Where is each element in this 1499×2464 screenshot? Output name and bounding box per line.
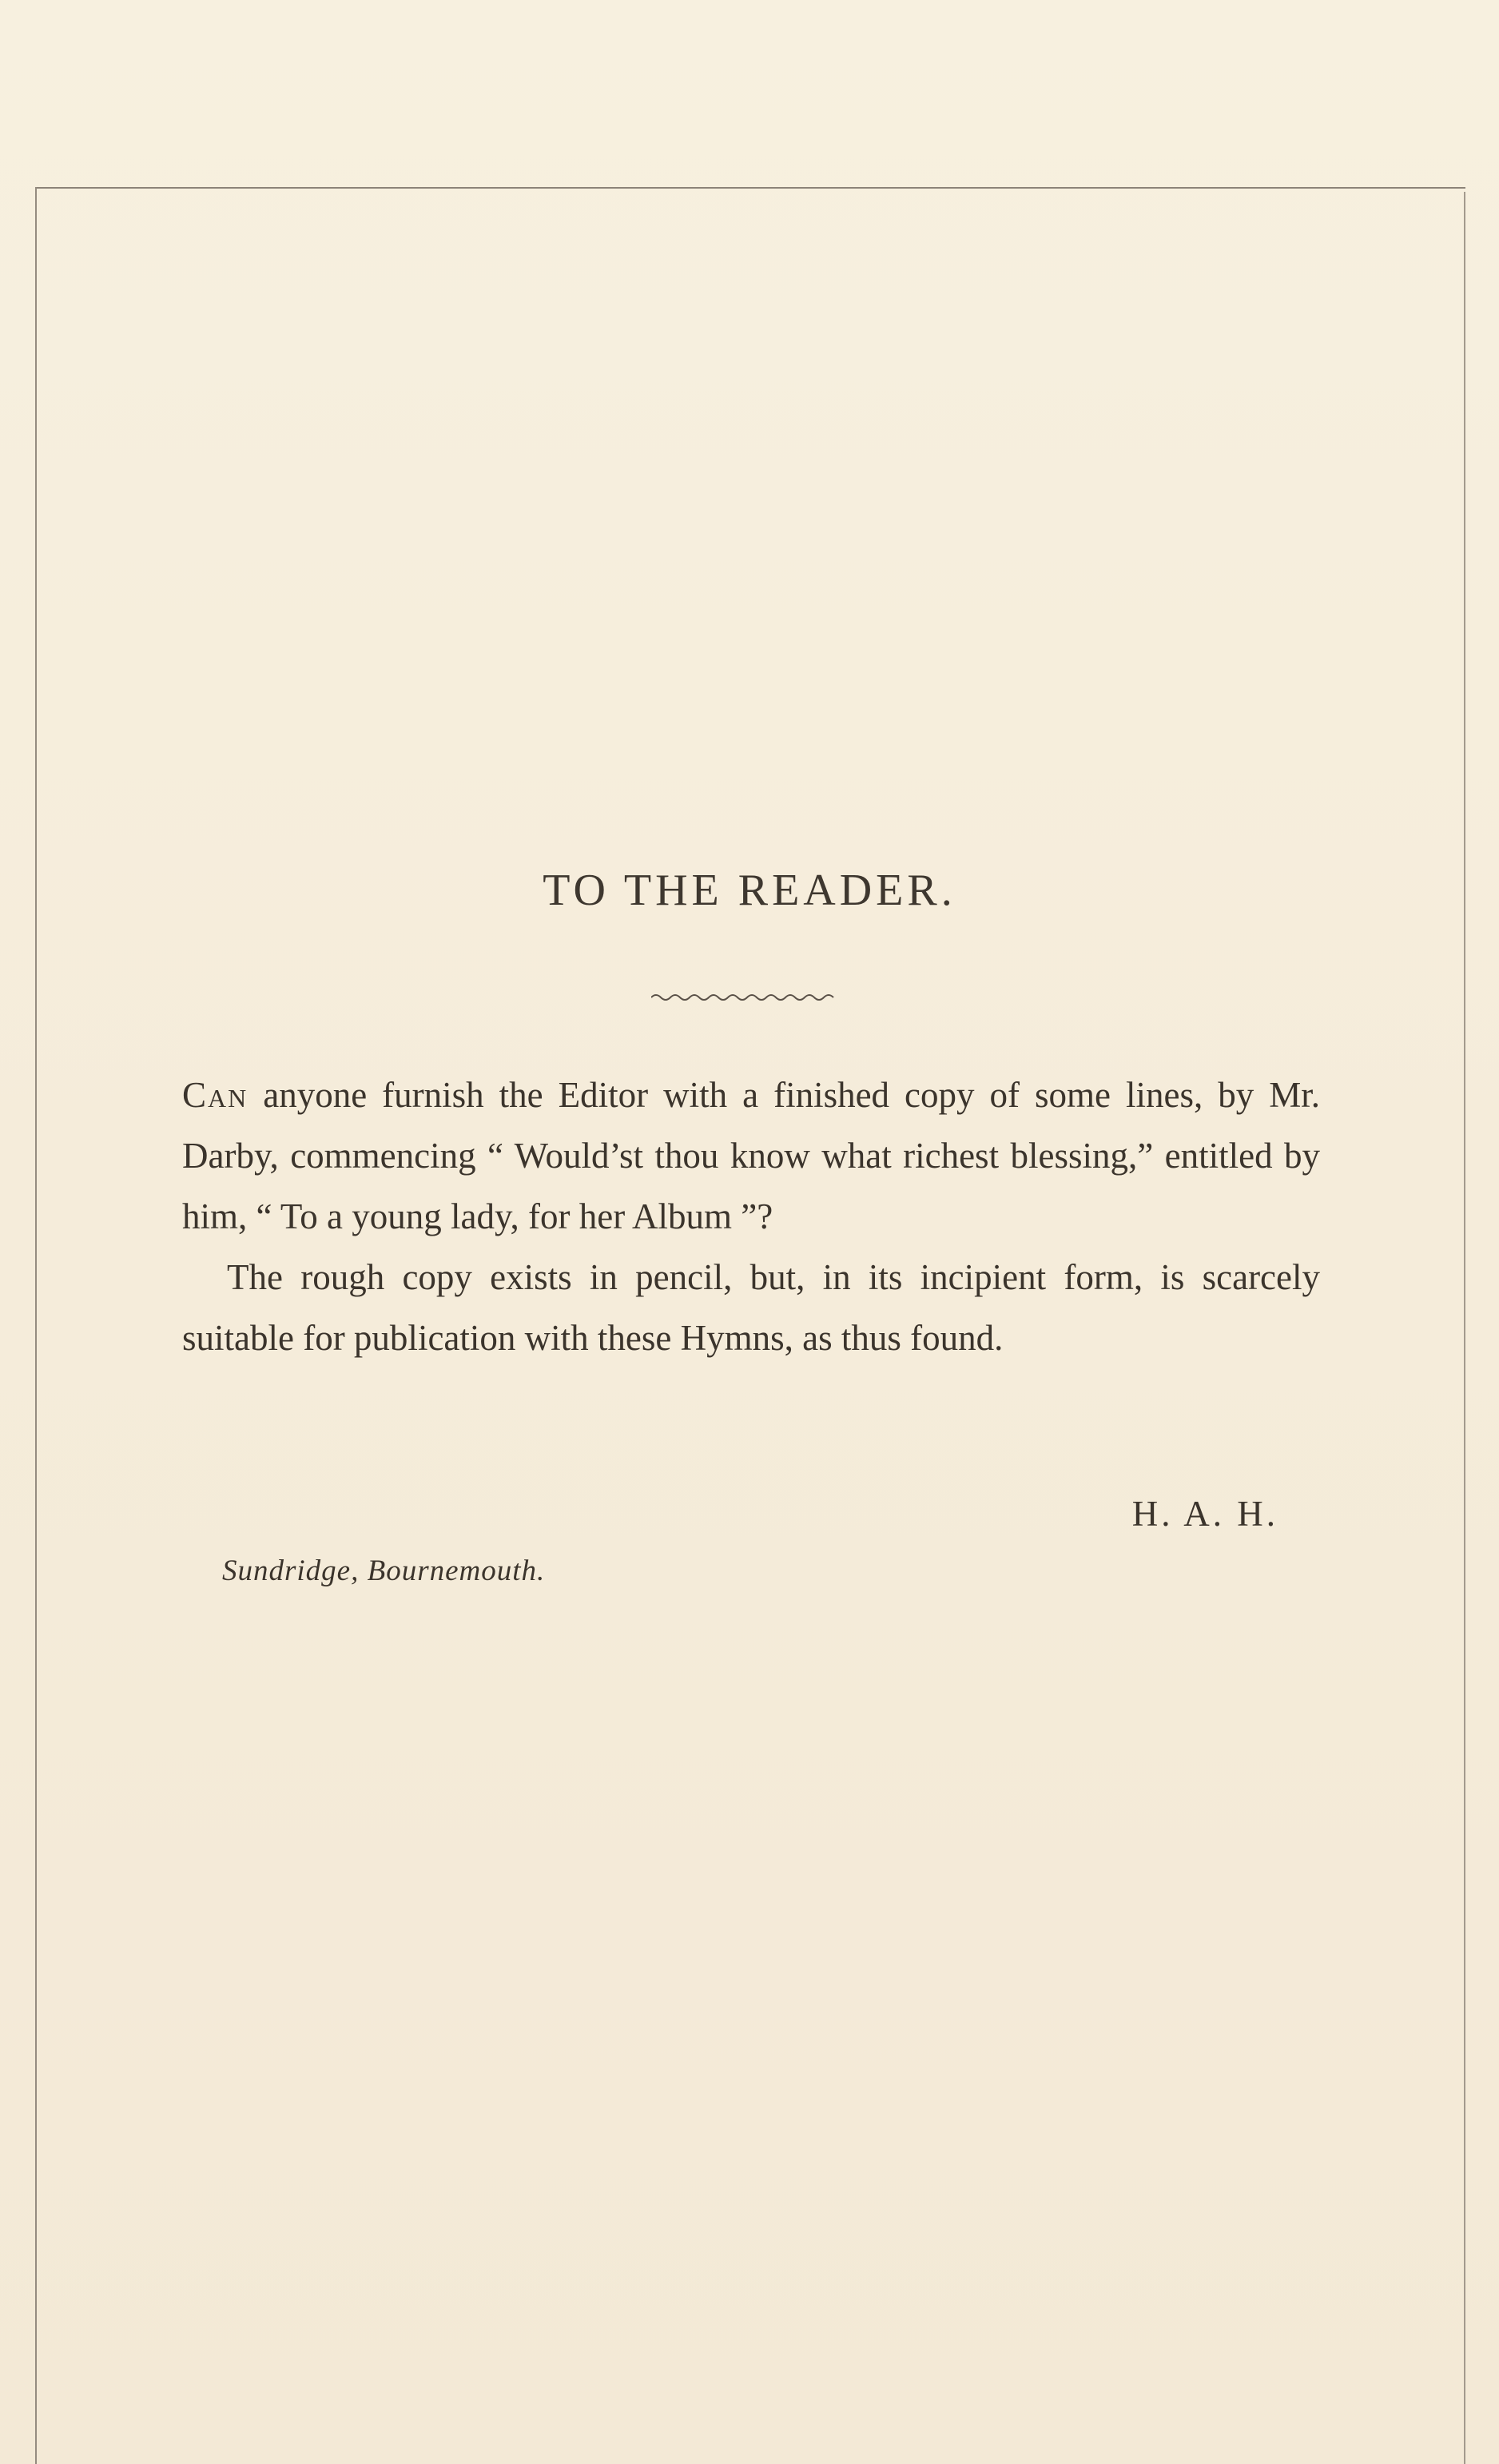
paragraph-lead-word: Can bbox=[182, 1075, 249, 1115]
page-title: TO THE READER. bbox=[543, 866, 956, 915]
page-edge-left bbox=[35, 187, 37, 2464]
page-edge-right bbox=[1464, 192, 1465, 2464]
body-text bbox=[182, 1065, 1320, 1368]
paragraph-explanation: The rough copy exists in pencil, but, in its incipient form, is scarcely suitable for publication with these Hymns, as thus found. bbox=[182, 1257, 1320, 1358]
paragraph-request bbox=[182, 1065, 1320, 1247]
paragraph-request-text: anyone furnish the Editor with a finished copy of some lines, by Mr. Darby, commencing “ Would’st thou know what richest blessing,” entitled by him, “ To a young lady, for her Album ”? bbox=[182, 1075, 1320, 1236]
page-edge-top bbox=[35, 187, 1465, 189]
place-line: Sundridge, Bournemouth. bbox=[222, 1554, 546, 1587]
signature-initials: H. A. H. bbox=[1131, 1494, 1278, 1534]
wavy-ornament-icon bbox=[651, 991, 835, 1002]
